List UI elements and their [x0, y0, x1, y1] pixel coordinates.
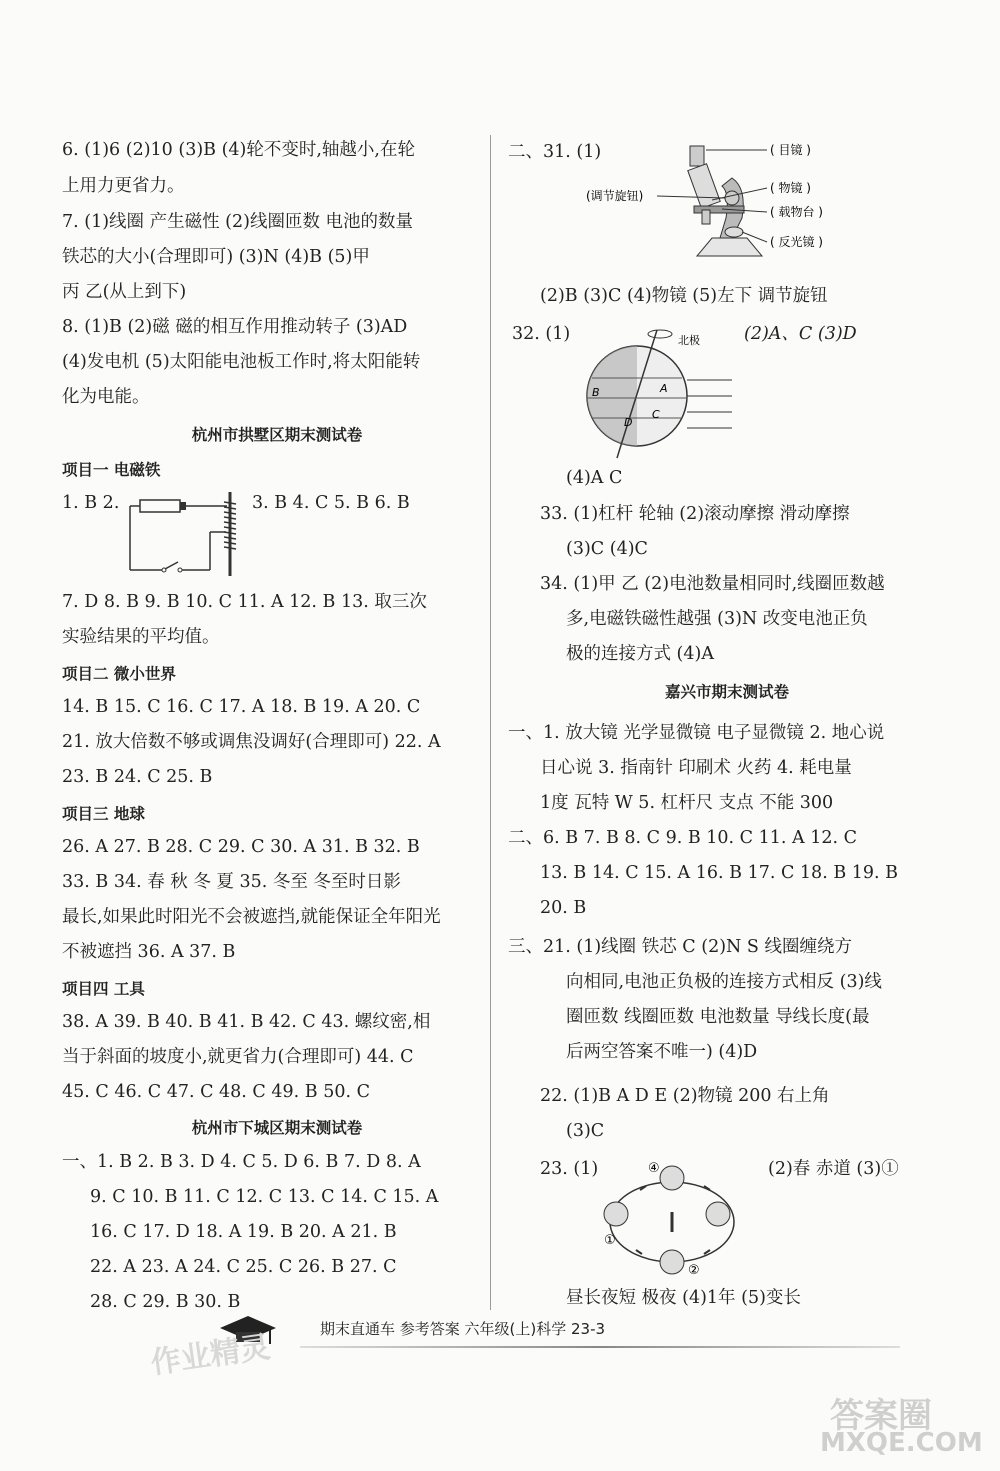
answer-line: 一、1. B 2. B 3. D 4. C 5. D 6. B 7. D 8. A: [62, 1152, 421, 1172]
answer-line: 9. C 10. B 11. C 12. C 13. C 14. C 15. A: [90, 1187, 439, 1207]
watermark-url: MXQE.COM: [820, 1428, 983, 1458]
project-heading: 项目一 电磁铁: [62, 461, 161, 479]
answer-line: 22. (1)B A D E (2)物镜 200 右上角: [540, 1086, 830, 1106]
page-footer: [320, 1318, 880, 1358]
answer-line: 丙 乙(从上到下): [62, 282, 187, 302]
globe-diagram: [582, 318, 742, 468]
answer-line: (2)B (3)C (4)物镜 (5)左下 调节旋钮: [540, 286, 828, 306]
answer-line: 上用力更省力。: [62, 176, 185, 196]
answer-line: 45. C 46. C 47. C 48. C 49. B 50. C: [62, 1082, 370, 1102]
answer-line: 3. B 4. C 5. B 6. B: [252, 493, 410, 513]
answer-line: 14. B 15. C 16. C 17. A 18. B 19. A 20. C: [62, 697, 421, 717]
microscope-diagram: [582, 138, 882, 268]
label-d: D: [624, 416, 633, 429]
answer-line: 20. B: [540, 898, 587, 918]
answer-line: 多,电磁铁磁性越强 (3)N 改变电池正负: [566, 609, 868, 629]
answer-line: 16. C 17. D 18. A 19. B 20. A 21. B: [90, 1222, 397, 1242]
answer-line: (3)C (4)C: [566, 539, 648, 559]
answer-line: 昼长夜短 极夜 (4)1年 (5)变长: [566, 1288, 801, 1308]
answer-line: 当于斜面的坡度小,就更省力(合理即可) 44. C: [62, 1047, 414, 1067]
answer-line: 向相同,电池正负极的连接方式相反 (3)线: [566, 972, 882, 992]
answer-line: 13. B 14. C 15. A 16. B 17. C 18. B 19. B: [540, 863, 898, 883]
answer-line: 铁芯的大小(合理即可) (3)N (4)B (5)甲: [62, 247, 370, 267]
answer-line: 极的连接方式 (4)A: [566, 644, 714, 664]
answer-line: 最长,如果此时阳光不会被遮挡,就能保证全年阳光: [62, 907, 441, 927]
answer-line: 实验结果的平均值。: [62, 627, 220, 647]
answer-line: 化为电能。: [62, 387, 150, 407]
answer-line: 32. (1): [512, 324, 571, 344]
footer-rule: [300, 1346, 900, 1348]
label-stage: ( 载物台 ): [770, 205, 823, 219]
label-mirror: ( 反光镜 ): [770, 235, 823, 249]
answer-line: 二、31. (1): [508, 142, 602, 162]
answer-line: (4)发电机 (5)太阳能电池板工作时,将太阳能转: [62, 352, 421, 372]
answer-line: 7. (1)线圈 产生磁性 (2)线圈匝数 电池的数量: [62, 212, 414, 232]
project-heading: 项目三 地球: [62, 805, 145, 823]
label-c: C: [652, 408, 660, 421]
answer-line: 日心说 3. 指南针 印刷术 火药 4. 耗电量: [540, 758, 852, 778]
answer-line: 后两空答案不唯一) (4)D: [566, 1042, 758, 1062]
label-position-4: ④: [648, 1161, 660, 1176]
answer-line: 8. (1)B (2)磁 磁的相互作用推动转子 (3)AD: [62, 317, 408, 337]
answer-line: 23. B 24. C 25. B: [62, 767, 213, 787]
answer-line: 26. A 27. B 28. C 29. C 30. A 31. B 32. B: [62, 837, 420, 857]
label-a: A: [660, 382, 668, 395]
watermark-logo: 作业精灵: [148, 1329, 273, 1382]
answer-line: 1度 瓦特 W 5. 杠杆尺 支点 不能 300: [540, 793, 834, 813]
answer-line: 不被遮挡 36. A 37. B: [62, 942, 236, 962]
section-title: 嘉兴市期末测试卷: [664, 683, 789, 701]
label-north-pole: 北极: [678, 334, 700, 347]
column-divider: [490, 135, 491, 1310]
project-heading: 项目二 微小世界: [62, 665, 176, 683]
circuit-diagram: [122, 490, 252, 578]
answer-line: 三、21. (1)线圈 铁芯 C (2)N S 线圈缠绕方: [508, 937, 852, 957]
orbit-diagram: [600, 1150, 760, 1300]
answer-line: 21. 放大倍数不够或调焦没调好(合理即可) 22. A: [62, 732, 441, 752]
label-knob: (调节旋钮): [586, 189, 644, 203]
answer-line: 38. A 39. B 40. B 41. B 42. C 43. 螺纹密,相: [62, 1012, 431, 1032]
answer-line: 33. (1)杠杆 轮轴 (2)滚动摩擦 滑动摩擦: [540, 504, 850, 524]
label-position-1: ①: [604, 1233, 616, 1248]
project-heading: 项目四 工具: [62, 980, 145, 998]
answer-line: 22. A 23. A 24. C 25. C 26. B 27. C: [90, 1257, 397, 1277]
label-objective: ( 物镜 ): [770, 181, 811, 195]
watermark-logo: 答案圈: [830, 1396, 932, 1436]
label-position-2: ②: [688, 1263, 700, 1278]
answer-line: 6. (1)6 (2)10 (3)B (4)轮不变时,轴越小,在轮: [62, 140, 415, 160]
footer-text: 期末直通车 参考答案 六年级(上)科学 23-3: [320, 1320, 606, 1338]
label-b: B: [592, 386, 600, 399]
answer-line: (3)C: [566, 1121, 605, 1141]
answer-line: 23. (1): [540, 1159, 599, 1179]
answer-line: 一、1. 放大镜 光学显微镜 电子显微镜 2. 地心说: [508, 723, 885, 743]
answer-line: 1. B 2.: [62, 493, 120, 513]
section-title: 杭州市拱墅区期末测试卷: [191, 426, 363, 444]
answer-line: 二、6. B 7. B 8. C 9. B 10. C 11. A 12. C: [508, 828, 857, 848]
section-title: 杭州市下城区期末测试卷: [191, 1119, 363, 1137]
answer-line: 33. B 34. 春 秋 冬 夏 35. 冬至 冬至时日影: [62, 872, 401, 892]
answer-line: 7. D 8. B 9. B 10. C 11. A 12. B 13. 取三次: [62, 592, 427, 612]
answer-line: (4)A C: [566, 468, 623, 488]
answer-line: 28. C 29. B 30. B: [90, 1292, 241, 1312]
label-eyepiece: ( 目镜 ): [770, 143, 811, 157]
answer-line: (2)A、C (3)D: [744, 324, 857, 344]
answer-line: (2)春 赤道 (3)①: [768, 1159, 899, 1179]
answer-line: 圈匝数 线圈匝数 电池数量 导线长度(最: [566, 1007, 870, 1027]
answer-line: 34. (1)甲 乙 (2)电池数量相同时,线圈匝数越: [540, 574, 885, 594]
